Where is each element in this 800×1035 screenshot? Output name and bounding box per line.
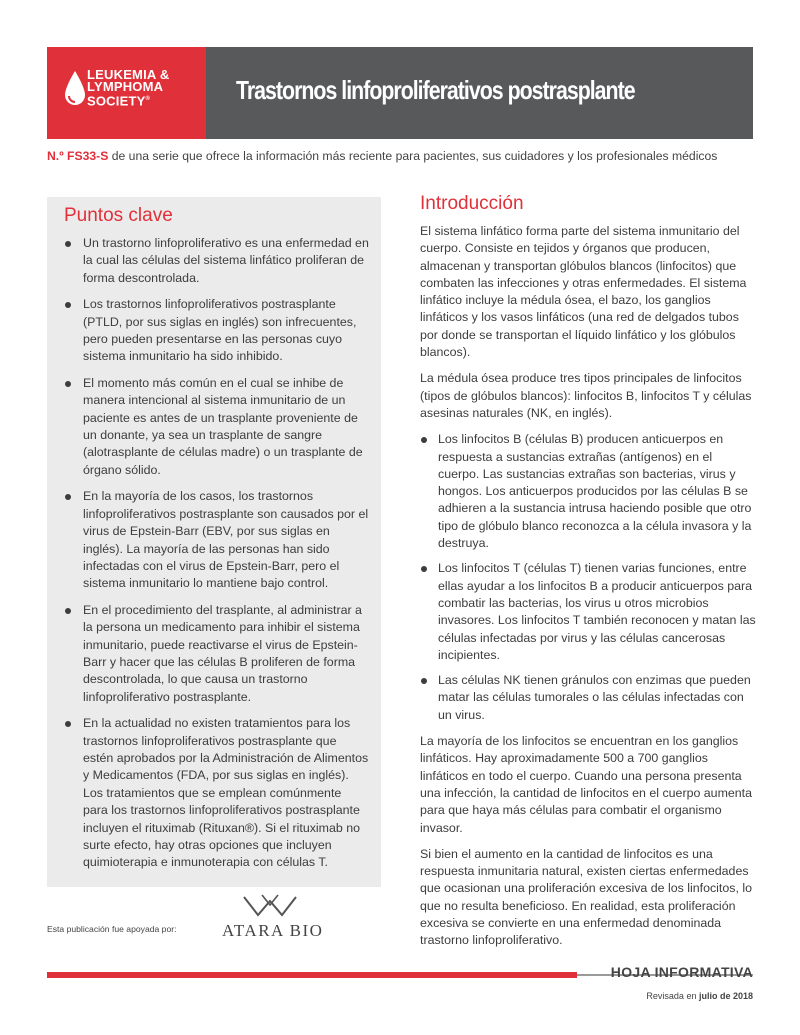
lls-logo[interactable] — [47, 47, 206, 139]
bullet-icon — [65, 381, 71, 387]
list-item-text: El momento más común en el cual se inhibe de manera intencional al sistema inmunitario de un paciente es antes de un trasplante proveniente de un donante, ya sea un trasplante de sangre (alotrasplante de células madre) o un trasplante de órgano sólido. — [83, 375, 363, 477]
list-item-text: Los linfocitos B (células B) producen anticuerpos en respuesta a sustancias extrañas (antígenos) en el cuerpo. Las sustancias extrañas son bacterias, virus y hongos. Los anticuerpos producidos por las células B se adhieren a la sustancia intrusa haciendo posible que otro tipo de glóbulo blanco reconozca a la célula invasora y la destruya. — [438, 432, 752, 551]
bullet-icon — [421, 678, 427, 684]
intro-column — [420, 193, 756, 959]
sponsor-name: ATARA BIO — [222, 921, 324, 940]
revision-prefix: Revisada en — [646, 991, 699, 1001]
bullet-icon — [421, 437, 427, 443]
logo-line: LYMPHOMA — [87, 79, 164, 94]
series-number: N.º FS33-S — [47, 149, 109, 163]
list-item-text: Las células NK tienen gránulos con enzimas que pueden matar las células tumorales o las células infectadas con un virus. — [438, 673, 751, 722]
list-item — [64, 235, 369, 287]
sponsor-logo[interactable] — [222, 893, 322, 943]
paragraph: El sistema linfático forma parte del sistema inmunitario del cuerpo. Consiste en tejidos y órganos que producen, almacenan y transportan glóbulos blancos (linfocitos) que combaten las infecciones y otras enfermedades. El sistema linfático incluye la médula ósea, el bazo, los ganglios linfáticos y los vasos linfáticos (una red de delgados tubos por donde se transportan el líquido linfático y los glóbulos blancos). — [420, 224, 747, 360]
list-item — [64, 602, 369, 706]
registered-mark: ® — [145, 96, 151, 102]
intro-heading: Introducción — [420, 193, 524, 214]
list-item-text: En el procedimiento del trasplante, al administrar a la persona un medicamento para inhibir el sistema inmunitario, puede reactivarse el virus de Epstein-Barr y hacer que las células B proliferen de forma descontrolada, lo que causa un trastorno linfoproliferativo postrasplante. — [83, 602, 362, 704]
logo-line-text: SOCIETY — [87, 93, 146, 109]
logo-line — [87, 93, 169, 107]
series-line — [47, 149, 767, 163]
key-points-list — [64, 235, 369, 881]
blood-drop-icon — [65, 71, 85, 107]
document-type-label: HOJA INFORMATIVA — [610, 964, 753, 980]
paragraph: La médula ósea produce tres tipos principales de linfocitos (tipos de glóbulos blancos): linfocitos B, linfocitos T y células asesinas naturales (NK, en inglés). — [420, 371, 752, 420]
list-item — [420, 560, 756, 664]
list-item — [64, 488, 369, 592]
bullet-icon — [421, 566, 427, 572]
list-item — [64, 296, 369, 366]
bullet-icon — [65, 302, 71, 308]
key-points-box — [47, 197, 381, 887]
bullet-icon — [65, 241, 71, 247]
paragraph: Si bien el aumento en la cantidad de linfocitos es una respuesta inmunitaria natural, existen ciertas enfermedades que ocasionan una proliferación excesiva de los linfocitos, lo que no resulta beneficioso. En realidad, esta proliferación excesiva se convierte en una enfermedad denominada trastorno linfoproliferativo. — [420, 846, 752, 948]
revision-date — [646, 991, 753, 1001]
bullet-icon — [65, 721, 71, 727]
footer-red-bar — [47, 972, 577, 978]
list-item — [420, 672, 756, 724]
list-item — [64, 375, 369, 479]
series-description: de una serie que ofrece la información más reciente para pacientes, sus cuidadores y los profesionales médicos — [108, 149, 718, 163]
bullet-icon — [65, 494, 71, 500]
key-points-heading: Puntos clave — [64, 205, 173, 226]
logo-line: LEUKEMIA & — [87, 67, 170, 82]
header — [47, 47, 753, 139]
bullet-icon — [65, 608, 71, 614]
list-item-text: En la actualidad no existen tratamientos para los trastornos linfoproliferativos postrasplante que estén aprobados por la Administración de Alimentos y Medicamentos (FDA, por sus siglas en inglés). Los tratamientos que se emplean comúnmente para los trastornos linfoproliferativos postrasplante incluyen el rituximab (Rituxan®). Si el rituximab no surte efecto, hay otras opciones que incluyen quimioterapia e inmunoterapia con células T. — [83, 716, 369, 870]
page-title: Trastornos linfoproliferativos postrasplante — [236, 75, 635, 105]
title-banner — [206, 47, 753, 139]
logo-text — [87, 69, 169, 107]
paragraph: La mayoría de los linfocitos se encuentran en los ganglios linfáticos. Hay aproximadamente 500 a 700 ganglios linfáticos en todo el cuerpo. Cuando una persona presenta una infección, la cantidad de linfocitos en el cuerpo aumenta para que haya más células para combatir el organismo invasor. — [420, 734, 753, 835]
list-item-text: Los linfocitos T (células T) tienen varias funciones, entre ellas ayudar a los linfocitos B a producir anticuerpos para combatir las bacterias, los virus u otros microbios invasores. Los linfocitos T también reconocen y matan las células infectadas por virus y las células cancerosas incipientes. — [438, 561, 756, 662]
revision-date-value: julio de 2018 — [698, 991, 753, 1001]
list-item-text: En la mayoría de los casos, los trastornos linfoproliferativos postrasplante son causados por el virus de Epstein-Barr (EBV, por sus siglas en inglés). La mayoría de las personas han sido infectadas con el virus de Epstein-Barr, pero el sistema inmunitario lo mantiene bajo control. — [83, 489, 369, 591]
list-item-text: Un trastorno linfoproliferativo es una enfermedad en la cual las células del sistema linfático proliferan de forma descontrolada. — [83, 236, 369, 285]
list-item-text: Los trastornos linfoproliferativos postrasplante (PTLD, por sus siglas en inglés) son infrecuentes, pero pueden presentarse en las personas cuyo sistema inmunitario ha sido inhibido. — [83, 297, 357, 364]
list-item — [64, 715, 369, 872]
sponsor-text: Esta publicación fue apoyada por: — [47, 924, 177, 934]
list-item — [420, 431, 756, 552]
lymphocyte-list — [420, 431, 756, 724]
atara-mark-icon — [242, 893, 298, 919]
